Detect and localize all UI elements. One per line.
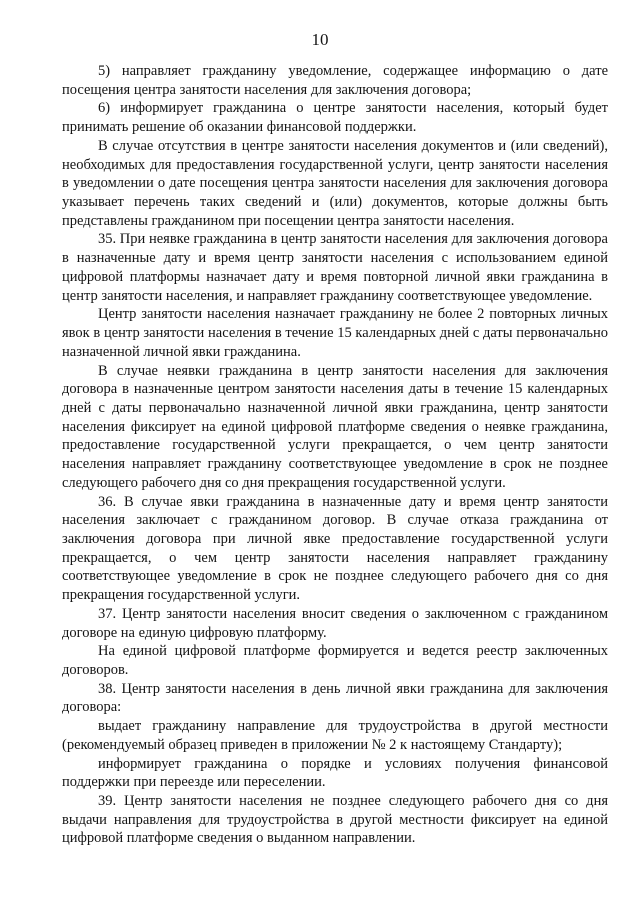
paragraph-clause-35: 35. При неявке гражданина в центр занятости населения для заключения договора в назначенные дату и время центр занятости населения с использованием единой цифровой платформы назначает дату и время повторной личной явки гражданина в центр занятости населения, и направляет гражданину соответствующее уведомление.: [62, 231, 608, 304]
paragraph-inform-support: информирует гражданина о порядке и условиях получения финансовой поддержки при переезде или переселении.: [62, 755, 608, 791]
document-body: [62, 62, 608, 848]
paragraph-clause-36: 36. В случае явки гражданина в назначенные дату и время центр занятости населения заключает с гражданином договор. В случае отказа гражданина от заключения договора при личной явке предоставление государственной услуги прекращается, о чем центр занятости населения направляет гражданину соответствующее уведомление в срок не позднее следующего рабочего дня со дня прекращения государственной услуги.: [62, 493, 608, 604]
paragraph-item-6: 6) информирует гражданина о центре занятости населения, который будет принимать решение об оказании финансовой поддержки.: [62, 100, 608, 136]
paragraph-repeat-visits: Центр занятости населения назначает гражданину не более 2 повторных личных явок в центр занятости населения в течение 15 календарных дней с даты первоначально назначенной личной явки гражданина.: [62, 306, 608, 360]
paragraph-missing-documents: В случае отсутствия в центре занятости населения документов и (или сведений), необходимых для предоставления государственной услуги, центр занятости населения в уведомлении о дате посещения центра занятости населения для заключения договора указывает перечень таких сведений и (или) документов, которые должны быть представлены гражданином при посещении центра занятости населения.: [62, 137, 608, 229]
paragraph-clause-39: 39. Центр занятости населения не позднее следующего рабочего дня со дня выдачи направления для трудоустройства в другой местности фиксирует на единой цифровой платформе сведения о выданном направлении.: [62, 793, 608, 847]
paragraph-non-appearance: В случае неявки гражданина в центр занятости населения для заключения договора в назначенные центром занятости населения даты в течение 15 календарных дней с даты первоначально назначенной личной явки гражданина, центр занятости населения фиксирует на единой цифровой платформе сведения о неявке гражданина, предоставление государственной услуги прекращается, о чем центр занятости населения направляет гражданину соответствующее уведомление в срок не позднее следующего рабочего дня со дня прекращения государственной услуги.: [62, 362, 608, 491]
paragraph-clause-37: 37. Центр занятости населения вносит сведения о заключенном с гражданином договоре на единую цифровую платформу.: [62, 605, 608, 641]
paragraph-issue-referral: выдает гражданину направление для трудоустройства в другой местности (рекомендуемый образец приведен в приложении № 2 к настоящему Стандарту);: [62, 718, 608, 753]
paragraph-item-5: 5) направляет гражданину уведомление, содержащее информацию о дате посещения центра занятости населения для заключения договора;: [62, 63, 608, 98]
paragraph-registry: На единой цифровой платформе формируется и ведется реестр заключенных договоров.: [62, 643, 608, 678]
page-number: 10: [311, 30, 329, 49]
paragraph-clause-38: 38. Центр занятости населения в день личной явки гражданина для заключения договора:: [62, 680, 608, 716]
